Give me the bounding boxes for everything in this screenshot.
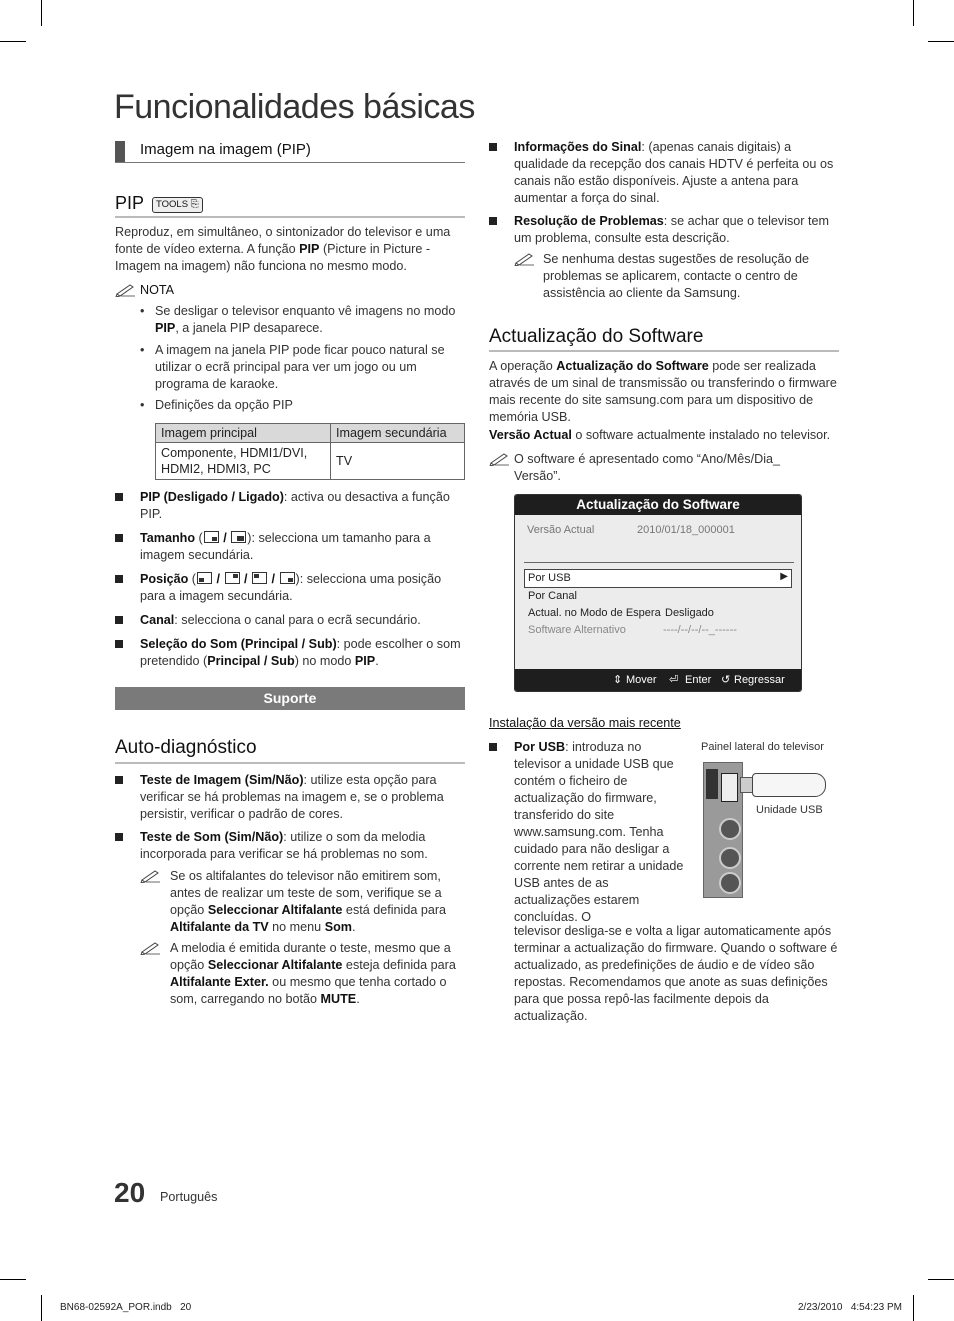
av-jack	[719, 872, 741, 894]
av-jack	[719, 847, 741, 869]
updown-icon: ⇕	[613, 674, 623, 686]
item-text: : utilize esta opção para verificar se há problemas na imagem e, se o problema persistir, verificar o padrão de cores.	[140, 773, 444, 821]
note-label: NOTA	[140, 283, 175, 297]
auto-diagnostic-title: Auto-diagnóstico	[115, 737, 257, 758]
bullet-square	[115, 833, 123, 841]
item-text: ): selecciona um tamanho para a imagem secundária.	[140, 531, 431, 562]
software-update-menu	[514, 494, 802, 692]
crop-mark	[0, 1279, 26, 1280]
size-large-icon	[231, 531, 246, 543]
item-bold: Teste de Som (Sim/Não)	[140, 830, 284, 844]
pip-item-channel	[140, 612, 465, 629]
menu-item-label: Por USB	[528, 572, 571, 584]
menu-divider	[524, 562, 794, 563]
item-bold: Canal	[140, 613, 175, 627]
item-bold: PIP (Desligado / Ligado)	[140, 490, 284, 504]
software-title: Actualização do Software	[489, 326, 704, 347]
section-header: Imagem na imagem (PIP)	[140, 141, 311, 158]
divider	[115, 162, 465, 163]
nav-enter: Enter	[685, 674, 712, 686]
item-text: ): selecciona uma posição para a imagem secundária.	[140, 572, 442, 603]
table-header-row	[156, 424, 465, 443]
nav-return: Regressar	[734, 674, 785, 686]
pip-bullet-2: A imagem na janela PIP pode ficar pouco natural se utilizar o ecrã principal para ver um jogo ou um programa de karaoke.	[155, 343, 445, 391]
menu-item-standby[interactable]: Actual. no Modo de Espera	[528, 607, 661, 619]
bullet-square	[115, 575, 123, 583]
bullet-dot: •	[140, 398, 145, 412]
table-header: Imagem secundária	[331, 424, 465, 443]
item-text: : (apenas canais digitais) a qualidade da recepção dos canais HDTV é perfeita ou os canais não estão disponíveis. Ajuste a antena para aumentar a força do sinal.	[514, 140, 834, 205]
menu-nav-bar	[515, 669, 801, 691]
position-bottom-right-icon	[280, 572, 295, 584]
return-icon: ↺	[721, 674, 731, 686]
position-top-left-icon	[252, 572, 267, 584]
bullet-square	[115, 640, 123, 648]
divider	[489, 350, 839, 352]
bullet-square	[489, 217, 497, 225]
av-jack	[719, 818, 741, 840]
item-text: : utilize o som da melodia incorporada para verificar se há problemas no som.	[140, 830, 428, 861]
enter-icon: ⏎	[669, 674, 679, 686]
pencil-note-icon	[140, 869, 162, 883]
usb-label: Unidade USB	[756, 804, 823, 816]
auto-note-1: Se os altifalantes do televisor não emitirem som, antes de realizar um teste de som, verifique se a opção Seleccionar Altifalante está definida para Altifalante da TV no menu Som.	[170, 869, 447, 934]
position-bottom-left-icon	[197, 572, 212, 584]
bullet-square	[489, 143, 497, 151]
item-text: : selecciona o canal para o ecrã secundário.	[174, 613, 421, 627]
auto-note-2: A melodia é emitida durante o teste, mesmo que a opção Seleccionar Altifalante esteja definida para Altifalante Exter. ou mesmo que tenha cortado o som, carregando no botão MUTE.	[170, 941, 456, 1006]
crop-mark	[913, 1295, 914, 1321]
nav-move: Mover	[626, 674, 657, 686]
section-marker	[115, 141, 125, 162]
page-language: Português	[160, 1190, 218, 1204]
menu-alternative-value: ----/--/--/--_------	[663, 624, 737, 636]
usb-port	[721, 773, 738, 802]
menu-version-value: 2010/01/18_000001	[637, 524, 735, 536]
bullet-square	[115, 776, 123, 784]
software-para-2	[489, 427, 839, 444]
page-title: Funcionalidades básicas	[114, 88, 475, 126]
bullet-dot: •	[140, 343, 145, 357]
item-text: : introduza no televisor a unidade USB que contém o ficheiro de actualização do firmware, transferido do site www.samsung.com. Tenha cuidado para não desligar a corrente nem retirar a unidade USB antes de as actualizações estarem concluídas. O	[514, 740, 684, 924]
table-cell: Componente, HDMI1/DVI, HDMI2, HDMI3, PC	[156, 443, 331, 480]
pip-item-onoff	[140, 489, 465, 523]
pip-bullet-3: Definições da opção PIP	[155, 398, 293, 412]
divider	[115, 762, 465, 764]
item-text: : activa ou desactiva a função PIP.	[140, 490, 450, 521]
tools-icon: ⎘	[190, 199, 199, 210]
pip-item-sound: Seleção do Som (Principal / Sub): pode escolher o som pretendido (Principal / Sub) no modo PIP.	[140, 637, 461, 668]
pip-intro: Reproduz, em simultâneo, o sintonizador do televisor e uma fonte de vídeo externa. A função PIP (Picture in Picture - Imagem na imagem) não funciona no mesmo modo.	[115, 225, 451, 273]
bullet-square	[115, 534, 123, 542]
auto-item-picture	[140, 772, 465, 823]
item-bold: Versão Actual	[489, 428, 572, 442]
size-small-icon	[204, 531, 219, 543]
page-number: 20	[114, 1177, 146, 1208]
install-heading: Instalação da versão mais recente	[489, 716, 681, 730]
right-item-signal	[514, 139, 839, 207]
right-item-troubleshoot	[514, 213, 839, 247]
panel-label: Painel lateral do televisor	[701, 741, 824, 753]
bullet-square	[115, 616, 123, 624]
item-bold: Resolução de Problemas	[514, 214, 664, 228]
install-text-narrow	[514, 739, 684, 926]
crop-mark	[913, 0, 914, 26]
tools-badge-label: TOOLS	[156, 199, 189, 210]
bullet-dot: •	[140, 304, 145, 318]
item-bold: Por USB	[514, 740, 566, 754]
crop-mark	[928, 1279, 954, 1280]
install-text-wide: televisor desliga-se e volta a ligar automaticamente após terminar a actualização do firmware. Quando o software é actualizado, as predefinições de áudio e de vídeo são repostas. Recomendamos que anote as suas definições para que possa repô-las facilmente depois da actualização.	[514, 924, 838, 1023]
item-bold: Posição	[140, 572, 189, 586]
pip-options-table	[155, 423, 465, 480]
footer-file: BN68-02592A_POR.indb 20	[60, 1302, 192, 1313]
table-row	[156, 443, 465, 480]
item-bold: Informações do Sinal	[514, 140, 642, 154]
troubleshoot-note: Se nenhuma destas sugestões de resolução de problemas se aplicarem, contacte o centro de assistência ao cliente da Samsung.	[543, 252, 810, 300]
pip-title: PIP	[115, 193, 145, 213]
software-para-1: A operação Actualização do Software pode ser realizada através de um sinal de transmissão ou transferindo o firmware mais recente do site samsung.com para um dispositivo de memória USB.	[489, 359, 837, 424]
table-cell: TV	[331, 443, 465, 480]
item-bold: Tamanho	[140, 531, 196, 545]
menu-item-usb[interactable]	[524, 569, 792, 588]
tools-badge	[152, 197, 203, 213]
divider	[115, 216, 465, 218]
pip-item-size: Tamanho ( / ): selecciona um tamanho para a imagem secundária.	[140, 531, 431, 562]
pencil-note-icon	[514, 252, 536, 266]
table-header: Imagem principal	[156, 424, 331, 443]
footer-date: 2/23/2010 4:54:23 PM	[798, 1302, 902, 1313]
position-top-right-icon	[225, 572, 240, 584]
pencil-note-icon	[489, 452, 511, 466]
arrow-right-icon: ▶	[780, 571, 788, 582]
crop-mark	[928, 41, 954, 42]
usb-drive-icon	[752, 773, 826, 797]
menu-item-channel[interactable]: Por Canal	[528, 590, 577, 602]
pip-item-position: Posição ( / / / ): selecciona uma posição para a imagem secundária.	[140, 572, 442, 603]
auto-item-sound	[140, 829, 465, 863]
item-bold: Teste de Imagem (Sim/Não)	[140, 773, 304, 787]
item-text: : se achar que o televisor tem um problema, consulte esta descrição.	[514, 214, 829, 245]
menu-version-label: Versão Actual	[527, 524, 595, 536]
software-note: O software é apresentado como “Ano/Mês/Dia_ Versão”.	[514, 452, 780, 483]
tv-side-panel	[703, 762, 743, 898]
support-bar: Suporte	[115, 687, 465, 710]
usb-port-label	[706, 769, 718, 799]
crop-mark	[41, 1295, 42, 1321]
menu-item-alternative[interactable]: Software Alternativo	[528, 624, 626, 636]
crop-mark	[41, 0, 42, 26]
bullet-square	[115, 493, 123, 501]
item-text: o software actualmente instalado no televisor.	[571, 428, 831, 442]
pencil-note-icon	[140, 941, 162, 955]
pip-bullet-1: Se desligar o televisor enquanto vê imagens no modo PIP, a janela PIP desaparece.	[155, 304, 456, 335]
menu-standby-value: Desligado	[665, 607, 714, 619]
menu-title: Actualização do Software	[515, 495, 801, 515]
pencil-note-icon	[115, 283, 137, 297]
crop-mark	[0, 41, 26, 42]
bullet-square	[489, 743, 497, 751]
